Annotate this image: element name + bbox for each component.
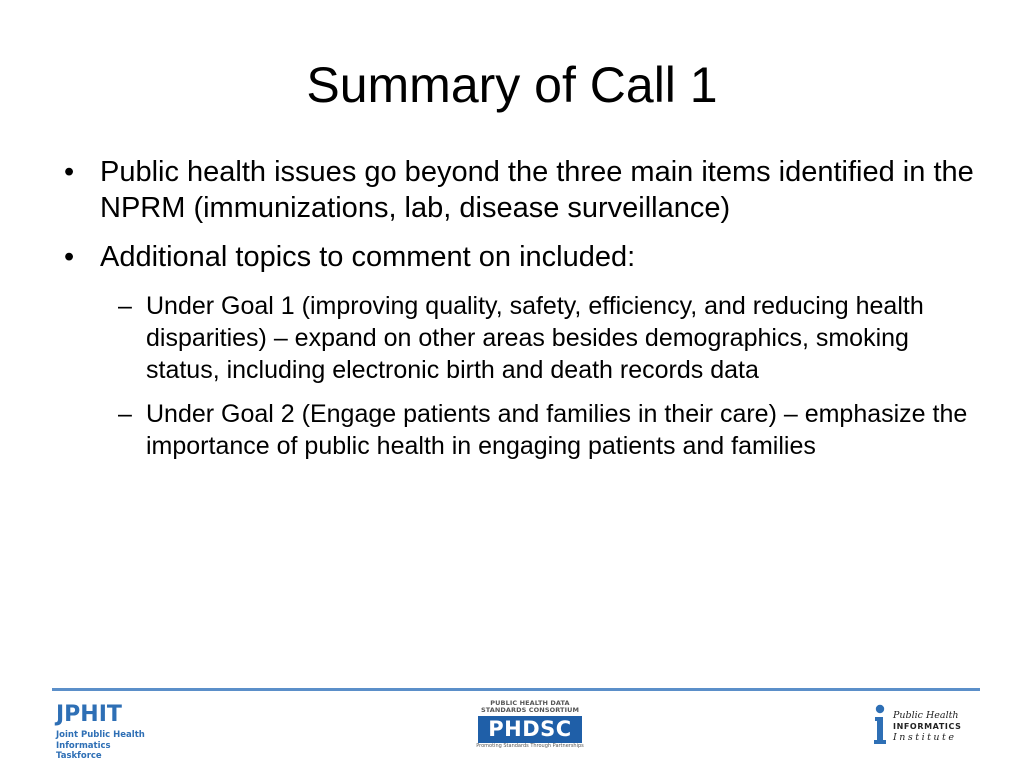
bullet-text: Additional topics to comment on included:	[100, 241, 636, 274]
bullet-marker: •	[64, 156, 75, 188]
phdsc-logo-heading	[476, 700, 584, 714]
jphit-logo-subtitle	[56, 730, 156, 762]
phdsc-logo-heading-line2: STANDARDS CONSORTIUM	[480, 705, 580, 714]
bullet-item	[60, 240, 980, 276]
jphit-logo	[56, 702, 156, 762]
slide-body	[60, 155, 980, 474]
info-i-icon	[872, 704, 888, 746]
sub-bullet-marker: –	[118, 399, 132, 428]
phii-logo-line2: INFORMATICS	[893, 721, 962, 731]
bullet-item	[60, 155, 980, 226]
phdsc-logo-name: PHDSC	[478, 716, 582, 743]
footer-divider	[52, 688, 980, 691]
phii-logo-line3: Institute	[893, 731, 957, 743]
sub-bullet-marker: –	[118, 291, 132, 320]
phdsc-logo-tagline: Promoting Standards Through Partnerships	[476, 742, 584, 749]
bullet-text: Public health issues go beyond the three main items identified in the NPRM (immunizations, lab, disease surveillance)	[100, 156, 974, 224]
phdsc-logo	[476, 700, 584, 758]
sub-bullet-item	[60, 398, 980, 462]
jphit-logo-name: JPHIT	[56, 702, 122, 727]
phdsc-logo-heading-line1: PUBLIC HEALTH DATA	[490, 699, 570, 707]
sub-bullet-text: Under Goal 1 (improving quality, safety, efficiency, and reducing health disparities) – expand on other areas besides demographics, smoking status, including electronic birth and death records data	[146, 291, 924, 384]
phii-logo-text	[893, 710, 961, 744]
phii-logo-line1: Public Health	[893, 710, 959, 721]
sub-bullet-item	[60, 290, 980, 386]
slide-title: Summary of Call 1	[306, 57, 718, 113]
sub-bullet-text: Under Goal 2 (Engage patients and families in their care) – emphasize the importance of public health in engaging patients and families	[146, 399, 968, 460]
jphit-logo-line1: Joint Public Health	[56, 730, 145, 740]
bullet-marker: •	[64, 241, 75, 274]
phii-logo	[872, 704, 972, 752]
jphit-logo-line2: Informatics Taskforce	[56, 740, 111, 762]
